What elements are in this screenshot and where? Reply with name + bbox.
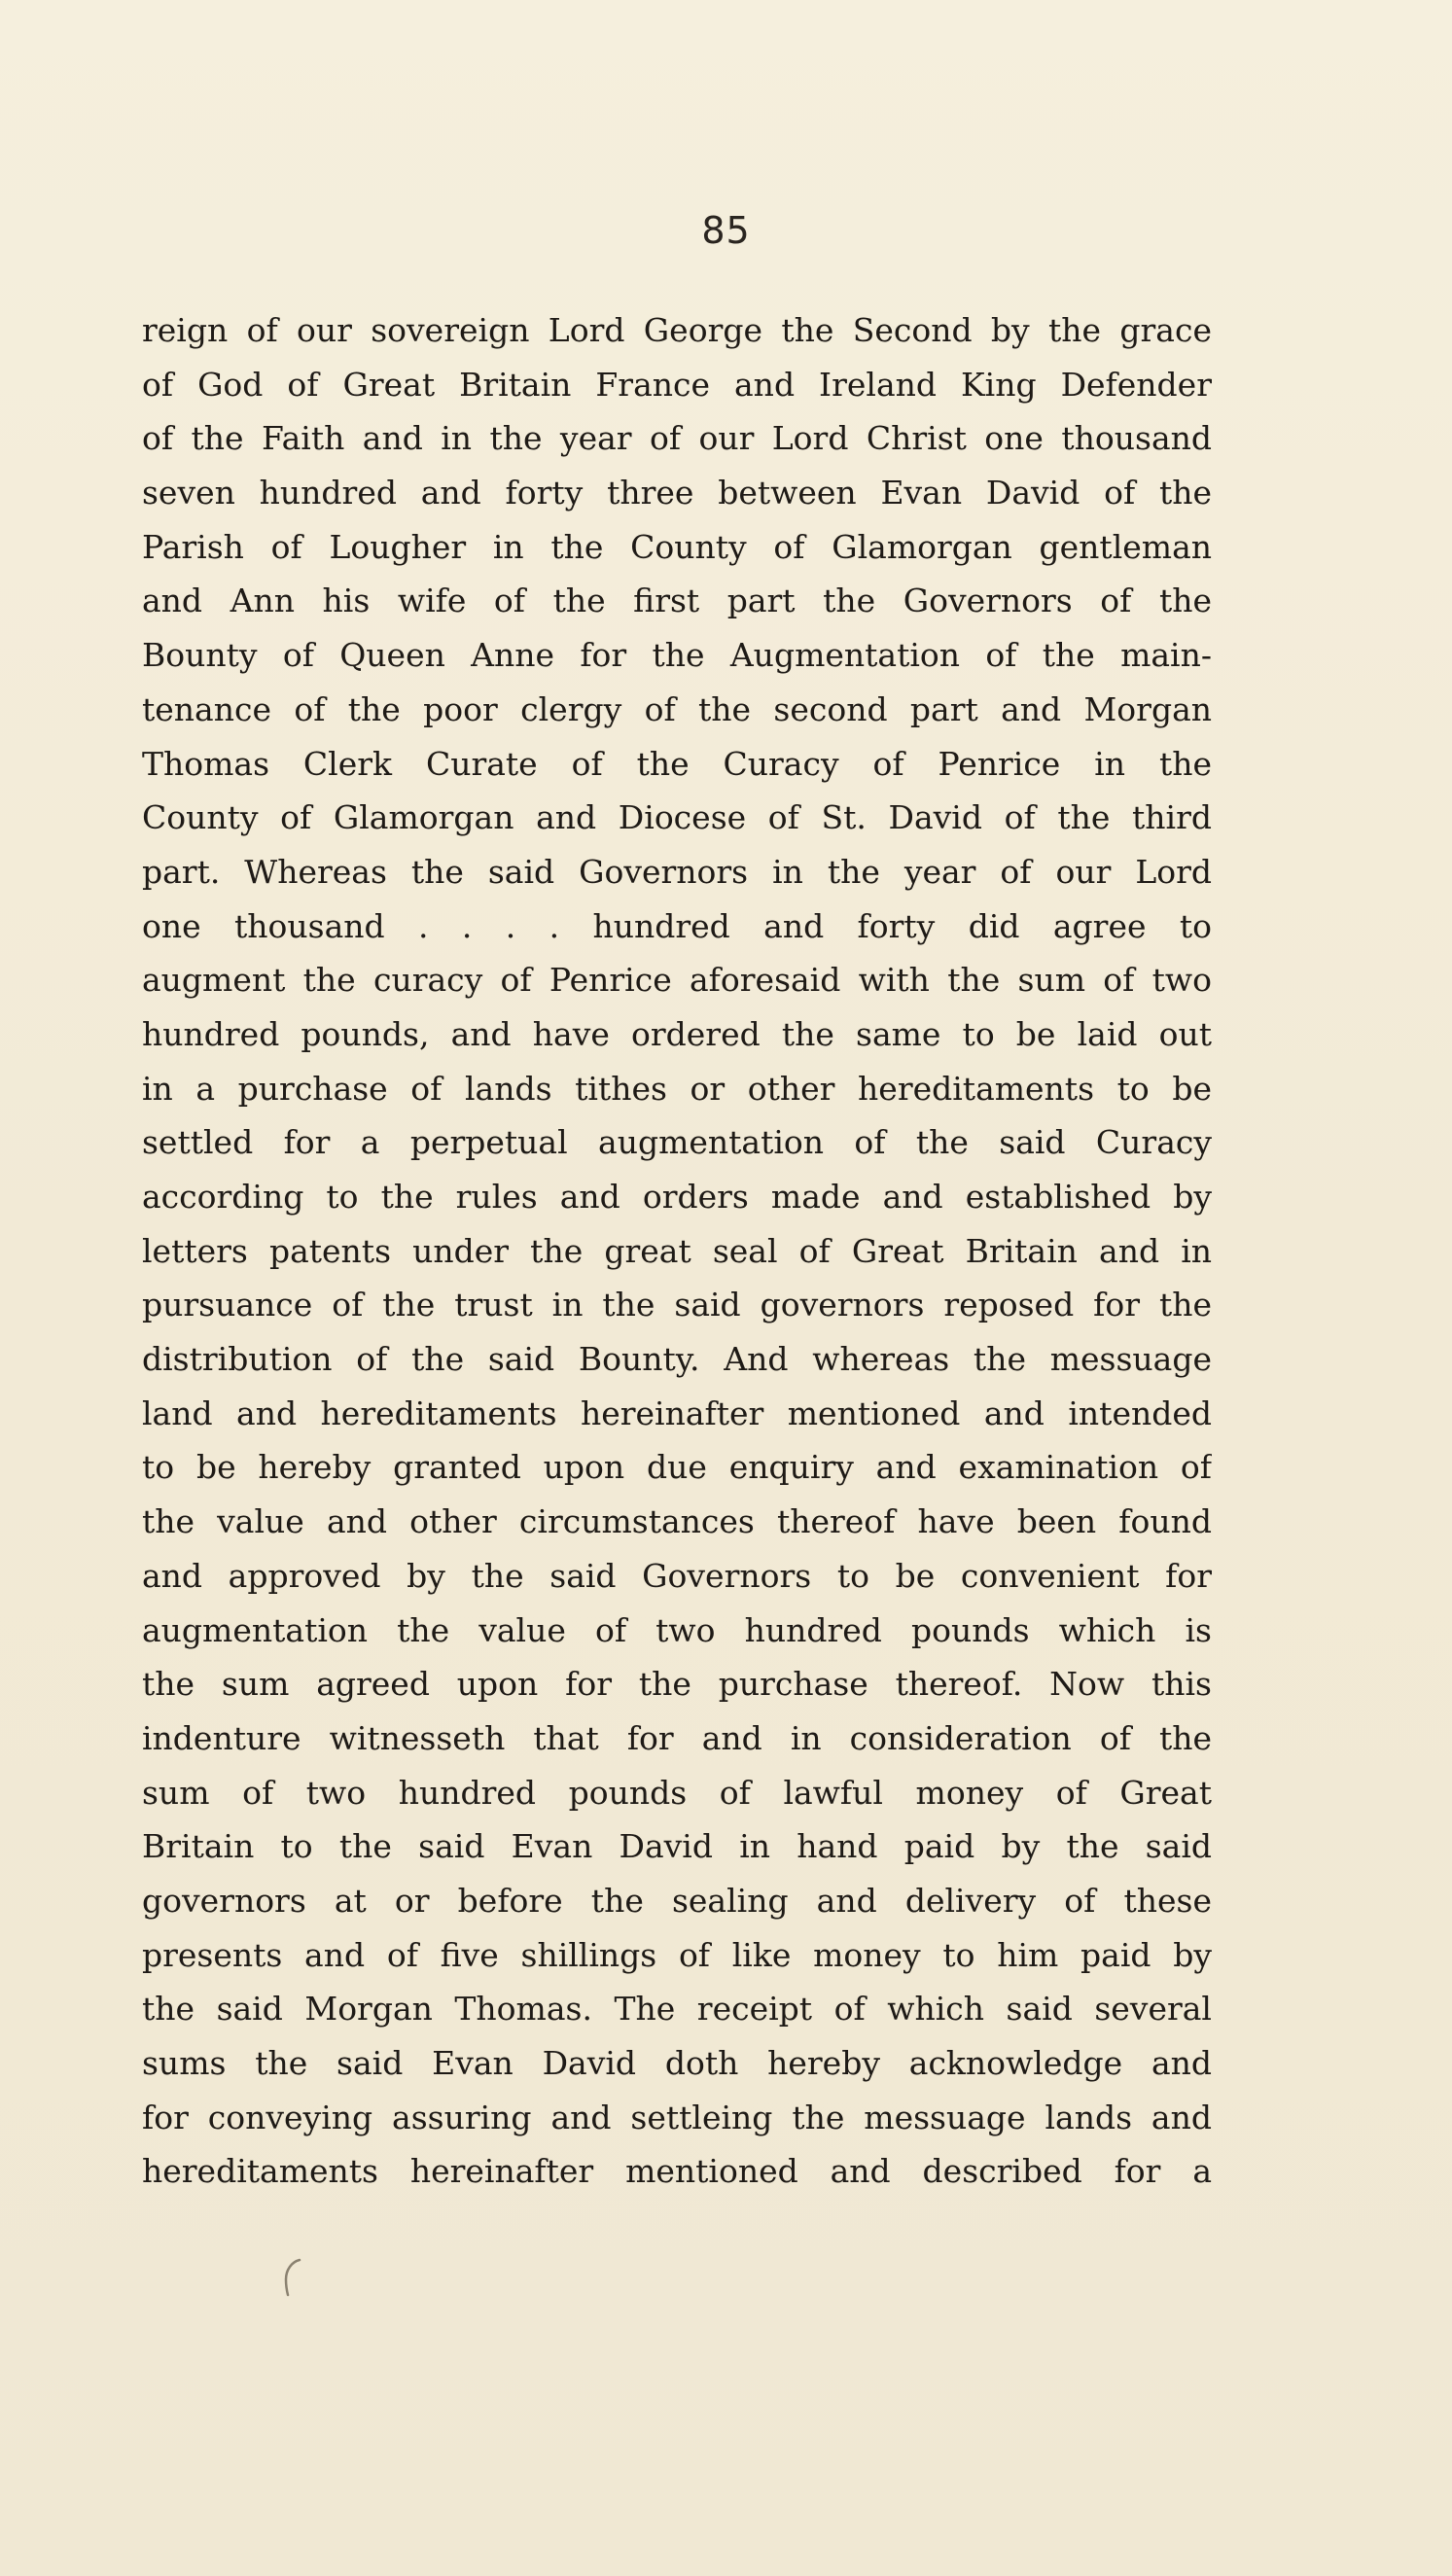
- text-line: Bounty of Queen Anne for the Augmentation of the main-: [142, 636, 1212, 675]
- text-line: hereditaments hereinafter mentioned and described for a: [142, 2152, 1212, 2191]
- text-line: seven hundred and forty three between Evan David of the: [142, 474, 1212, 512]
- text-line: sum of two hundred pounds of lawful money of Great: [142, 1773, 1212, 1812]
- page-number: 85: [701, 209, 751, 252]
- text-line: Thomas Clerk Curate of the Curacy of Penrice in the: [142, 744, 1212, 783]
- text-line: County of Glamorgan and Diocese of St. David of the third: [142, 798, 1212, 837]
- text-line: distribution of the said Bounty. And whereas the messuage: [142, 1340, 1212, 1379]
- text-line: and Ann his wife of the first part the Governors of the: [142, 582, 1212, 620]
- text-line: the sum agreed upon for the purchase thereof. Now this: [142, 1665, 1212, 1704]
- text-line: the said Morgan Thomas. The receipt of which said several: [142, 1990, 1212, 2029]
- text-line: Britain to the said Evan David in hand paid by the said: [142, 1827, 1212, 1866]
- text-line: augmentation the value of two hundred pounds which is: [142, 1610, 1212, 1649]
- text-line: indenture witnesseth that for and in consideration of the: [142, 1718, 1212, 1757]
- text-line: tenance of the poor clergy of the second part and Morgan: [142, 689, 1212, 728]
- text-line: augment the curacy of Penrice aforesaid with the sum of two: [142, 961, 1212, 1000]
- text-line: land and hereditaments hereinafter mentioned and intended: [142, 1394, 1212, 1432]
- text-line: and approved by the said Governors to be convenient for: [142, 1556, 1212, 1595]
- text-line: governors at or before the sealing and delivery of these: [142, 1881, 1212, 1920]
- stray-ink-mark: [278, 2254, 307, 2297]
- text-line: part. Whereas the said Governors in the year of our Lord: [142, 852, 1212, 891]
- text-line: letters patents under the great seal of Great Britain and in: [142, 1231, 1212, 1270]
- text-line: reign of our sovereign Lord George the Second by the grace: [142, 311, 1212, 349]
- text-line: presents and of five shillings of like money to him paid by: [142, 1935, 1212, 1974]
- text-line: settled for a perpetual augmentation of the said Curacy: [142, 1123, 1212, 1162]
- text-line: pursuance of the trust in the said governors reposed for the: [142, 1286, 1212, 1324]
- text-line: hundred pounds, and have ordered the same to be laid out: [142, 1014, 1212, 1053]
- text-line: Parish of Lougher in the County of Glamorgan gentleman: [142, 527, 1212, 566]
- text-line: one thousand . . . . hundred and forty did agree to: [142, 906, 1212, 945]
- text-line: sums the said Evan David doth hereby acknowledge and: [142, 2044, 1212, 2082]
- text-line: the value and other circumstances thereof have been found: [142, 1502, 1212, 1541]
- text-line: in a purchase of lands tithes or other hereditaments to be: [142, 1069, 1212, 1108]
- text-line: for conveying assuring and settleing the messuage lands and: [142, 2098, 1212, 2136]
- body-paragraph: [142, 303, 1212, 2199]
- text-line: of God of Great Britain France and Ireland King Defender: [142, 365, 1212, 404]
- text-line: of the Faith and in the year of our Lord Christ one thousand: [142, 419, 1212, 458]
- text-line: according to the rules and orders made and established by: [142, 1178, 1212, 1216]
- text-line: to be hereby granted upon due enquiry and examination of: [142, 1448, 1212, 1487]
